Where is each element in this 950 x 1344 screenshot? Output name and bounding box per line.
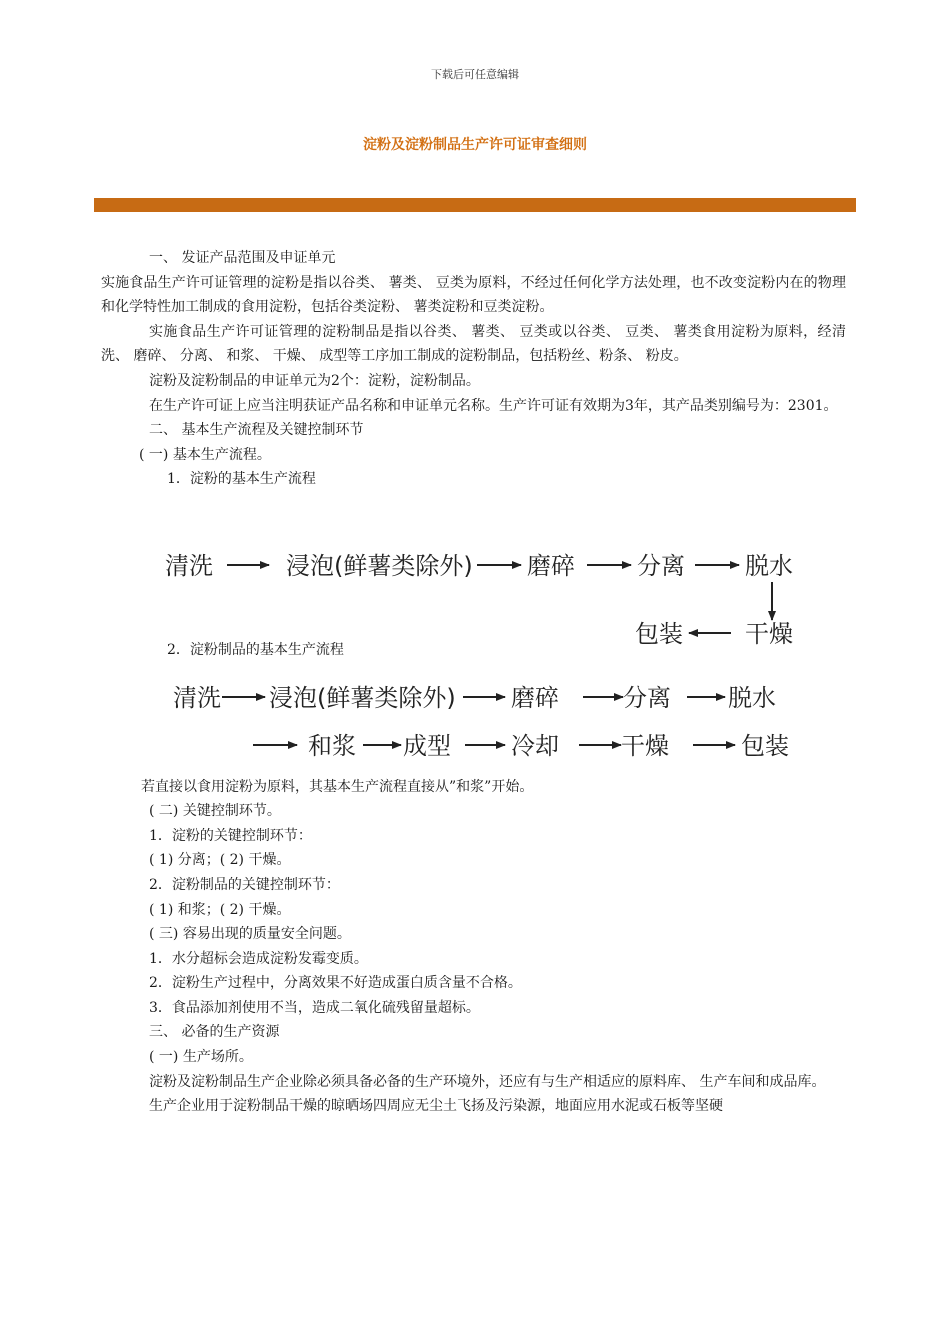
subsection-heading: ( 一) 生产场所。 bbox=[149, 1049, 253, 1066]
paragraph: 生产企业用于淀粉制品干燥的晾晒场四周应无尘土飞扬及污染源，地面应用水泥或石板等坚硬 bbox=[149, 1098, 723, 1115]
section-2-heading: 二、 基本生产流程及关键控制环节 bbox=[149, 422, 364, 439]
subsection-heading: ( 二) 关键控制环节。 bbox=[149, 803, 281, 820]
header-note: 下载后可任意编辑 bbox=[431, 68, 519, 81]
flow2-step-cool: 冷却 bbox=[511, 731, 559, 760]
flow1-step-grind: 磨碎 bbox=[527, 551, 575, 580]
flow1-step-separate: 分离 bbox=[637, 551, 685, 580]
title-divider-bar bbox=[94, 198, 856, 212]
starch-flow-diagram bbox=[101, 492, 846, 652]
paragraph: 淀粉及淀粉制品生产企业除必须具备必备的生产环境外，还应有与生产相适应的原料库、 生产车间和成品库。 bbox=[149, 1073, 826, 1090]
starch-product-flow-diagram bbox=[101, 663, 846, 775]
starch-product-flow-svg bbox=[101, 663, 846, 775]
document-body bbox=[101, 246, 846, 1119]
flow1-step-dewater: 脱水 bbox=[745, 551, 793, 580]
flow2-step-grind: 磨碎 bbox=[511, 683, 559, 712]
flow2-step-soak: 浸泡(鲜薯类除外) bbox=[269, 683, 456, 712]
flow1-step-pack: 包装 bbox=[635, 619, 683, 648]
flow1-step-wash: 清洗 bbox=[165, 551, 213, 580]
section-1-heading: 一、 发证产品范围及申证单元 bbox=[149, 250, 336, 266]
list-item: 2．淀粉制品的基本生产流程 bbox=[167, 641, 344, 658]
flow2-step-shape: 成型 bbox=[403, 731, 451, 760]
list-item: 1．淀粉的基本生产流程 bbox=[167, 471, 316, 488]
list-item-detail: ( 1) 分离；( 2) 干燥。 bbox=[149, 852, 291, 869]
paragraph: 实施食品生产许可证管理的淀粉是指以谷类、 薯类、 豆类为原料，不经过任何化学方法处理，也不改变淀粉内在的物理和化学特性加工制成的食用淀粉，包括谷类淀粉、 薯类淀粉和豆类淀粉。 bbox=[101, 274, 846, 316]
flow2-step-mix: 和浆 bbox=[308, 731, 356, 760]
document-title: 淀粉及淀粉制品生产许可证审查细则 bbox=[363, 137, 587, 153]
flow2-step-separate: 分离 bbox=[623, 683, 671, 712]
paragraph: 实施食品生产许可证管理的淀粉制品是指以谷类、 薯类、 豆类或以谷类、 豆类、 薯类食用淀粉为原料，经清洗、 磨碎、 分离、 和浆、 干燥、 成型等工序加工制成的淀粉制品，包括粉丝、粉条、 粉皮。 bbox=[101, 323, 846, 365]
flow1-step-soak: 浸泡(鲜薯类除外) bbox=[286, 551, 473, 580]
list-item: 2．淀粉制品的关键控制环节： bbox=[149, 876, 340, 893]
flow2-step-wash: 清洗 bbox=[173, 683, 221, 712]
subsection-heading: ( 三) 容易出现的质量安全问题。 bbox=[149, 926, 351, 943]
flow1-step-dry: 干燥 bbox=[745, 619, 793, 648]
flow2-step-dry: 干燥 bbox=[621, 731, 669, 760]
list-item: 3．食品添加剂使用不当，造成二氧化硫残留量超标。 bbox=[149, 999, 480, 1016]
list-item: 1．水分超标会造成淀粉发霉变质。 bbox=[149, 950, 368, 967]
flow2-step-dewater: 脱水 bbox=[728, 683, 776, 712]
paragraph: 在生产许可证上应当注明获证产品名称和申证单元名称。生产许可证有效期为3年，其产品类别编号为：2301。 bbox=[149, 397, 838, 414]
list-item: 2．淀粉生产过程中，分离效果不好造成蛋白质含量不合格。 bbox=[149, 975, 522, 992]
list-item-detail: ( 1) 和浆；( 2) 干燥。 bbox=[149, 901, 291, 918]
paragraph: 若直接以食用淀粉为原料，其基本生产流程直接从”和浆”开始。 bbox=[141, 778, 534, 795]
section-3-heading: 三、 必备的生产资源 bbox=[149, 1024, 280, 1041]
paragraph: 淀粉及淀粉制品的申证单元为2个：淀粉，淀粉制品。 bbox=[149, 372, 480, 389]
list-item: 1．淀粉的关键控制环节： bbox=[149, 827, 312, 844]
flow2-step-pack: 包装 bbox=[741, 731, 789, 760]
starch-flow-svg bbox=[101, 492, 846, 652]
subsection-heading: ( 一) 基本生产流程。 bbox=[139, 446, 271, 463]
